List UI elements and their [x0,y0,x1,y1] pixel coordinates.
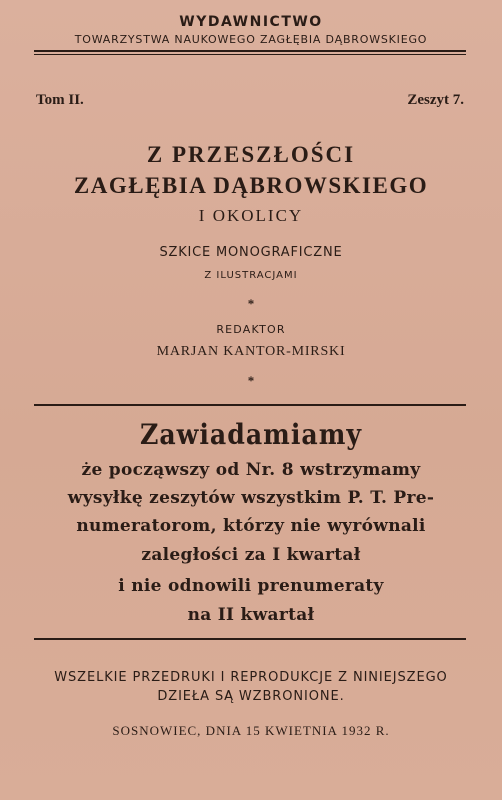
notice-line: że począwszy od Nr. 8 wstrzymamy [81,460,421,480]
notice-rule-bottom [34,638,466,640]
header-rule-thin [34,54,466,55]
subtitle: SZKICE MONOGRAFICZNE [159,245,343,260]
asterisk-ornament: * [247,296,255,311]
title-line-1: Z PRZESZŁOŚCI [146,142,356,167]
title-line-2: ZAGŁĘBIA DĄBROWSKIEGO [73,173,429,198]
rights-notice-line-2: DZIEŁA SĄ WZBRONIONE. [157,689,345,704]
title-line-3: I OKOLICY [198,206,304,225]
society-name: TOWARZYSTWA NAUKOWEGO ZAGŁĘBIA DĄBROWSKIEGO [74,33,428,46]
volume-label: Tom II. [36,92,84,108]
notice-line: numeratorom, którzy nie wyrównali [76,516,426,536]
rights-notice-line-1: WSZELKIE PRZEDRUKI I REPRODUKCJE Z NINIEJSZEGO [54,670,448,685]
publisher-heading: WYDAWNICTWO [179,14,323,30]
editor-label: REDAKTOR [216,323,286,336]
header-rule-thick [34,50,466,52]
place-and-date: SOSNOWIEC, DNIA 15 KWIETNIA 1932 R. [112,723,390,738]
notice-heading: Zawiadamiamy [139,418,363,451]
notice-line: na II kwartał [187,605,315,625]
asterisk-ornament: * [247,373,255,388]
notice-line: zaległości za I kwartał [141,545,361,565]
notice-line: wysyłkę zeszytów wszystkim P. T. Pre- [67,488,435,508]
editor-name: MARJAN KANTOR-MIRSKI [156,344,346,359]
issue-label: Zeszyt 7. [407,92,464,108]
notice-rule-top [34,404,466,406]
subtitle-illustrations: Z ILUSTRACJAMI [204,270,298,281]
notice-line: i nie odnowili prenumeraty [118,576,384,596]
